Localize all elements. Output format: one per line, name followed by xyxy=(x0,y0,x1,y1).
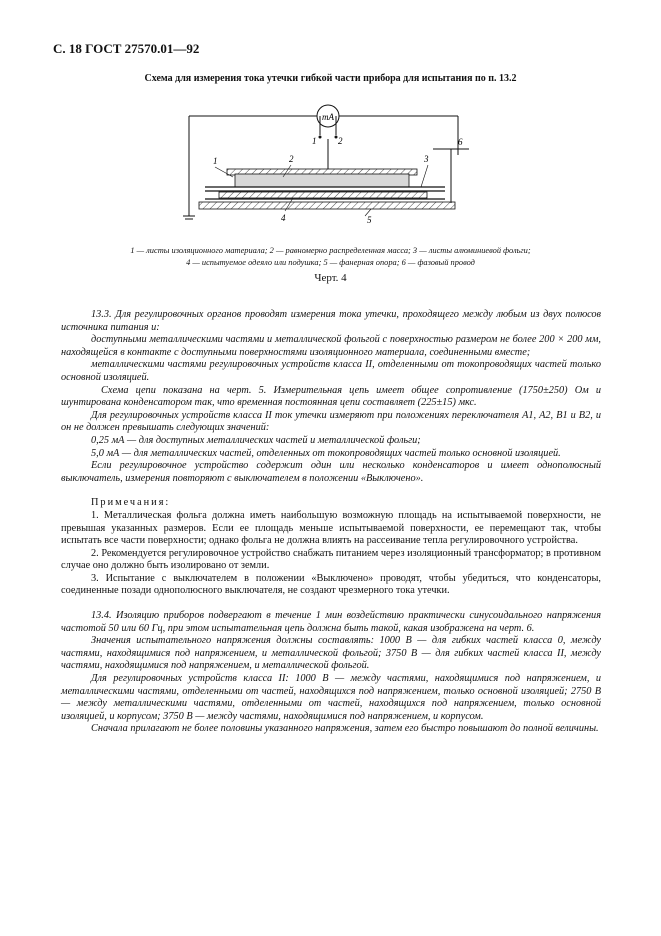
paragraph: Схема цепи показана на черт. 5. Измерительная цепь имеет общее сопротивление (1750±250) Ом и шунтирована конденсатором так, что временная постоянная цепи составляет (225±15) мкс. xyxy=(61,384,601,409)
paragraph: металлическими частями регулировочных устройств класса II, отделенными от токопроводящих частей только основной изоляцией. xyxy=(61,359,601,383)
paragraph: 13.3. Для регулировочных органов проводят измерения тока утечки, проходящего между любым из двух полюсов источника питания и: xyxy=(61,309,601,333)
label-4: 4 xyxy=(281,213,286,223)
label-6: 6 xyxy=(458,137,463,147)
paragraph: Сначала прилагают не более половины указанного напряжения, затем его быстро повышают до полной величины. xyxy=(91,723,599,735)
meter-label: mA xyxy=(322,112,334,122)
paragraph: Если регулировочное устройство содержит один или несколько конденсаторов и имеет однополюсный выключатель, измерения повторяют с выключателем в положении «Выключено». xyxy=(61,460,601,484)
switch-label-2: 2 xyxy=(338,136,343,146)
figure-legend xyxy=(50,245,611,268)
document-body xyxy=(61,309,601,736)
blanket xyxy=(219,192,427,198)
note: 1. Металлическая фольга должна иметь наибольшую возможную площадь на испытываемой поверхности, не превышая указанных размеров. Если ее площадь меньше испытываемой поверхности, ее перемещают так, чтобы испытать все части поверхности; однако фольга не должна влиять на рассеивание тепла регулировочного устройства. xyxy=(61,509,601,547)
label-3: 3 xyxy=(424,154,429,164)
notes-title: Примечания: xyxy=(91,497,171,509)
note: 2. Рекомендуется регулировочное устройство снабжать питанием через изоляционный трансформатор; в противном случае оно должно быть изолировано от земли. xyxy=(61,547,601,572)
paragraph: 13.4. Изоляцию приборов подвергают в течение 1 мин воздействию практически синусоидального напряжения частотой 50 или 60 Гц, при этом испытательная цепь должна быть такой, какая изображена на черт. 6. xyxy=(61,610,601,634)
paragraph: доступными металлическими частями и металлической фольгой с поверхностью размером не более 200 × 200 мм, находящейся в контакте с доступными поверхностями изоляционного материала, соединенными вместе; xyxy=(61,334,601,358)
legend-line: 1 — листы изоляционного материала; 2 — равномерно распределенная масса; 3 — листы алюминиевой фольги; xyxy=(130,246,531,255)
circuit-diagram xyxy=(175,95,475,235)
distributed-mass xyxy=(235,174,409,187)
paragraph: Для регулировочных устройств класса II: 1000 В — между частями, находящимися под напряжением, и металлическими частями, отделенными от частей, находящихся под напряжением, только основной изоляцией; 2750 В — между металлическими частями, отделенными от частей, находящихся под напряжением, только основной изоляцией, и корпусом; 3750 В — между частями, находящимися под напряжением, и корпусом. xyxy=(61,673,601,722)
paragraph: Для регулировочных устройств класса II ток утечки измеряют при положениях переключателя А1, А2, В1 и В2, и он не должен превышать следующих значений: xyxy=(61,409,601,434)
label-1: 1 xyxy=(213,156,218,166)
label-5: 5 xyxy=(367,215,372,225)
legend-line: 4 — испытуемое одеяло или подушка; 5 — фанерная опора; 6 — фазовый провод xyxy=(186,257,475,267)
figure-caption: Схема для измерения тока утечки гибкой части прибора для испытания по п. 13.2 xyxy=(144,73,517,84)
paragraph: 0,25 мА — для доступных металлических частей и металлической фольги; xyxy=(91,434,421,446)
label-2: 2 xyxy=(289,154,294,164)
switch-label-1: 1 xyxy=(312,136,317,146)
paragraph: 5,0 мА — для металлических частей, отделенных от токопроводящих частей только основной изоляцией. xyxy=(91,447,561,459)
page-header: С. 18 ГОСТ 27570.01—92 xyxy=(53,41,200,56)
plywood-support xyxy=(199,202,455,209)
note: 3. Испытание с выключателем в положении «Выключено» проводят, чтобы убедиться, что конденсаторы, соединенные позади однополюсного выключателя, не создают чрезмерного тока утечки. xyxy=(61,572,601,597)
figure-number: Черт. 4 xyxy=(314,272,347,284)
paragraph: Значения испытательного напряжения должны составлять: 1000 В — для гибких частей класса 0, между частями, находящимися под напряжением, и металлической фольгой; 3750 В — для гибких частей класса II, между частями, находящимися под напряжением, и металлической фольгой. xyxy=(61,635,601,672)
